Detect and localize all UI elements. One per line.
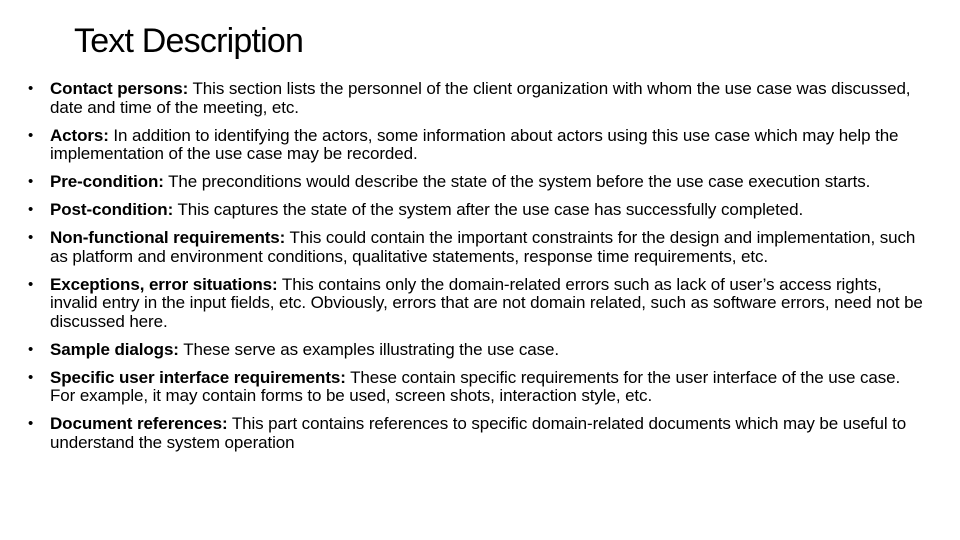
bullet-text: This captures the state of the system after the use case has successfully completed. bbox=[173, 200, 804, 219]
bullet-text: These contain specific requirements for the user interface of the use case. For example, it may contain forms to be used, screen shots, interaction style, etc. bbox=[50, 367, 901, 405]
bullet-icon: • bbox=[28, 126, 34, 144]
bullet-text: This part contains references to specific domain-related documents which may be useful to understand the system operation bbox=[50, 414, 907, 452]
bullet-item-pre-condition bbox=[28, 173, 928, 192]
bullet-icon: • bbox=[28, 415, 34, 432]
bullet-term: Document references: bbox=[50, 414, 228, 433]
bullet-item-contact-persons bbox=[28, 80, 928, 117]
bullet-icon: • bbox=[28, 80, 34, 97]
slide-title: Text Description bbox=[74, 22, 304, 60]
bullet-text: The preconditions would describe the state of the system before the use case execution starts. bbox=[163, 172, 871, 191]
bullet-item-document-references bbox=[28, 415, 928, 452]
bullet-term: Exceptions, error situations: bbox=[50, 274, 278, 294]
bullet-icon: • bbox=[28, 229, 34, 246]
bullet-icon: • bbox=[28, 275, 34, 293]
bullet-text: This section lists the personnel of the client organization with whom the use case was discussed, date and time of the meeting, etc. bbox=[50, 79, 911, 117]
bullet-icon: • bbox=[28, 368, 34, 386]
bullet-term: Post-condition: bbox=[50, 200, 174, 219]
bullet-icon: • bbox=[28, 173, 34, 190]
bullet-text: These serve as examples illustrating the use case. bbox=[178, 339, 559, 359]
bullet-term: Sample dialogs: bbox=[50, 339, 179, 359]
bullet-term: Pre-condition: bbox=[50, 172, 164, 191]
bullet-list bbox=[28, 80, 928, 462]
bullet-item-post-condition bbox=[28, 201, 928, 220]
bullet-item-non-functional-requirements bbox=[28, 229, 928, 266]
bullet-term: Actors: bbox=[50, 125, 109, 145]
bullet-item-actors bbox=[28, 127, 928, 164]
bullet-term: Specific user interface requirements: bbox=[50, 367, 346, 387]
bullet-item-sample-dialogs bbox=[28, 341, 928, 360]
bullet-term: Non-functional requirements: bbox=[50, 228, 286, 247]
bullet-icon: • bbox=[28, 201, 34, 218]
bullet-item-exceptions bbox=[28, 276, 928, 332]
bullet-text: This contains only the domain-related errors such as lack of user’s access rights, invalid entry in the input fields, etc. Obviously, errors that are not domain related, such as software errors, need not be discussed here. bbox=[50, 274, 923, 331]
bullet-text: This could contain the important constraints for the design and implementation, such as platform and environment conditions, qualitative statements, response time requirements, etc. bbox=[50, 228, 916, 266]
bullet-text: In addition to identifying the actors, some information about actors using this use case which may help the implementation of the use case may be recorded. bbox=[50, 125, 899, 163]
bullet-item-specific-ui-requirements bbox=[28, 369, 928, 406]
bullet-icon: • bbox=[28, 340, 34, 358]
bullet-term: Contact persons: bbox=[50, 79, 189, 98]
